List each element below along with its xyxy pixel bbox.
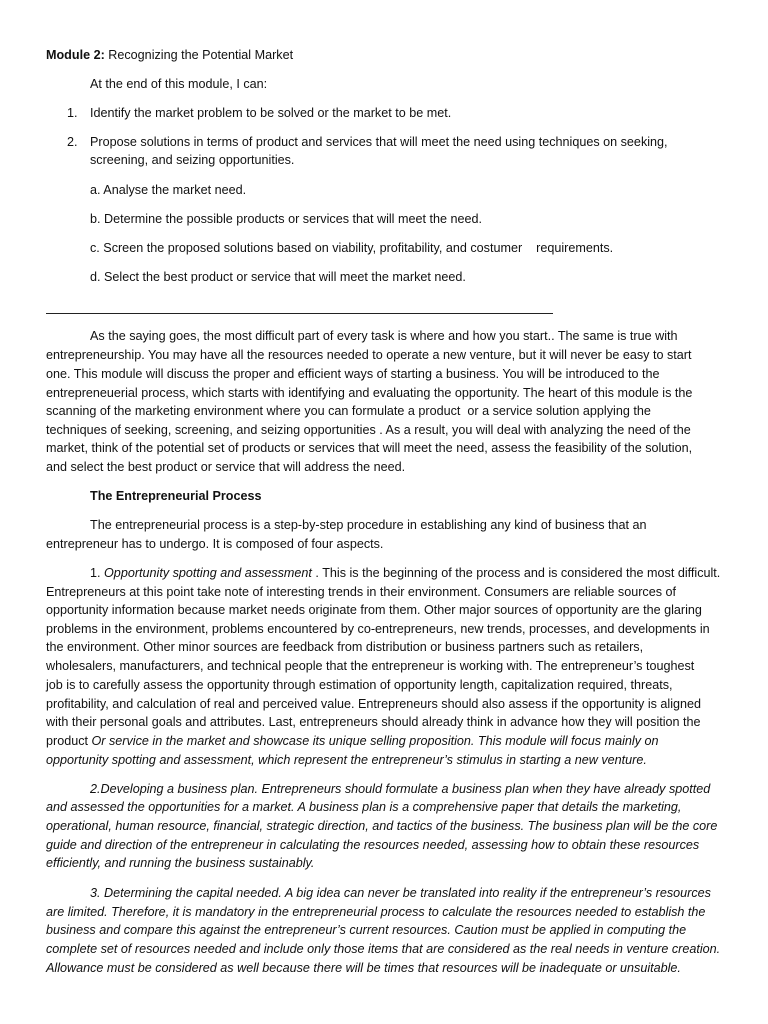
paragraph-line: and assessed the opportunities for a market. A business plan is a comprehensive paper that details the marketing, <box>46 800 682 814</box>
paragraph-line: 2.Developing a business plan. Entrepreneurs should formulate a business plan when they have already spotted <box>90 782 711 796</box>
paragraph-line: operational, human resource, financial, strategic direction, and tactics of the business. The business plan will be the core <box>46 819 718 833</box>
paragraph-line: job is to carefully assess the opportunity through estimation of opportunity length, capitalization required, threats, <box>46 678 673 692</box>
paragraph-line: are limited. Therefore, it is mandatory in the entrepreneurial process to calculate the resources needed to establish the <box>46 905 706 919</box>
paragraph-line <box>46 732 659 751</box>
module-label: Module 2: <box>46 48 105 62</box>
objective-text: Identify the market problem to be solved or the market to be met. <box>90 106 452 120</box>
paragraph-line: entrepreneurship. You may have all the resources needed to operate a new venture, but it will never be easy to start <box>46 348 692 362</box>
paragraph-line: one. This module will discuss the proper and efficient ways of starting a business. You will be introduced to the <box>46 367 660 381</box>
objective-text: screening, and seizing opportunities. <box>90 153 295 167</box>
paragraph-line <box>90 564 720 583</box>
module-title-text: Recognizing the Potential Market <box>108 48 294 62</box>
objective-number: 1. <box>67 106 78 120</box>
paragraph-line: complete set of resources needed and include only those items that are considered as the real needs in venture creation. <box>46 942 721 956</box>
sub-objective: a. Analyse the market need. <box>90 183 247 197</box>
objective-number: 2. <box>67 135 78 149</box>
paragraph-line: Allowance must be considered as well because there will be times that resources will be inadequate or unsuitable. <box>46 961 681 975</box>
sub-objective: b. Determine the possible products or services that will meet the need. <box>90 212 482 226</box>
sub-objective: c. Screen the proposed solutions based on viability, profitability, and costumer requirements. <box>90 241 614 255</box>
paragraph-line: scanning of the marketing environment where you can formulate a product or a service solution applying the <box>46 404 651 418</box>
paragraph-line: 3. Determining the capital needed. A big idea can never be translated into reality if the entrepreneur’s resources <box>90 886 711 900</box>
paragraph-line: opportunity spotting and assessment, which represent the entrepreneur’s stimulus in starting a new venture. <box>46 753 647 767</box>
item-text: . This is the beginning of the process and is considered the most difficult. <box>311 566 721 580</box>
paragraph-line: The entrepreneurial process is a step-by-step procedure in establishing any kind of business that an <box>90 518 647 532</box>
paragraph-line: entrepreneuerial process, which starts with identifying and evaluating the opportunity. The heart of this module is the <box>46 386 693 400</box>
horizontal-divider <box>46 313 553 314</box>
paragraph-line: problems in the environment, problems encountered by co-entrepreneurs, new trends, processes, and developments in <box>46 622 710 636</box>
item-text: product <box>46 734 92 748</box>
item-number: 1. <box>90 566 105 580</box>
item-text-italic: Or service in the market and showcase its unique selling proposition. This module will focus mainly on <box>91 734 659 748</box>
item-title: Opportunity spotting and assessment <box>104 566 312 580</box>
objectives-lead: At the end of this module, I can: <box>90 77 268 91</box>
paragraph-line: techniques of seeking, screening, and seizing opportunities . As a result, you will deal with analyzing the need of the <box>46 423 691 437</box>
paragraph-line: business and compare this against the entrepreneur’s current resources. Caution must be applied in computing the <box>46 923 687 937</box>
paragraph-line: the environment. Other minor sources are feedback from distribution or business partners such as retailers, <box>46 640 644 654</box>
paragraph-line: wholesalers, manufacturers, and technical people that the entrepreneur is working with. The entrepreneur’s toughest <box>46 659 695 673</box>
paragraph-line: market, think of the potential set of products or services that will meet the need, assess the feasibility of the solution, <box>46 441 693 455</box>
paragraph-line: entrepreneur has to undergo. It is composed of four aspects. <box>46 537 384 551</box>
paragraph-line: As the saying goes, the most difficult part of every task is where and how you start.. The same is true with <box>90 329 678 343</box>
paragraph-line: Entrepreneurs at this point take note of interesting trends in their environment. Consumers are reliable sources of <box>46 585 677 599</box>
paragraph-line: guide and direction of the entrepreneur in calculating the resources needed, assessing how to obtain these resources <box>46 838 700 852</box>
paragraph-line: profitability, and calculation of real and perceived value. Entrepreneurs should also assess if the opportunity is aligned <box>46 697 702 711</box>
paragraph-line: and select the best product or service that will address the need. <box>46 460 406 474</box>
objective-text: Propose solutions in terms of product and services that will meet the need using techniques on seeking, <box>90 135 668 149</box>
paragraph-line: with their personal goals and attributes. Last, entrepreneurs should already think in advance how they will position the <box>46 715 701 729</box>
paragraph-line: efficiently, and running the business sustainably. <box>46 856 315 870</box>
sub-objective: d. Select the best product or service that will meet the market need. <box>90 270 466 284</box>
module-title <box>46 46 293 65</box>
paragraph-line: opportunity information because market needs originate from them. Other major sources of opportunity are the glaring <box>46 603 702 617</box>
section-heading: The Entrepreneurial Process <box>90 489 262 503</box>
